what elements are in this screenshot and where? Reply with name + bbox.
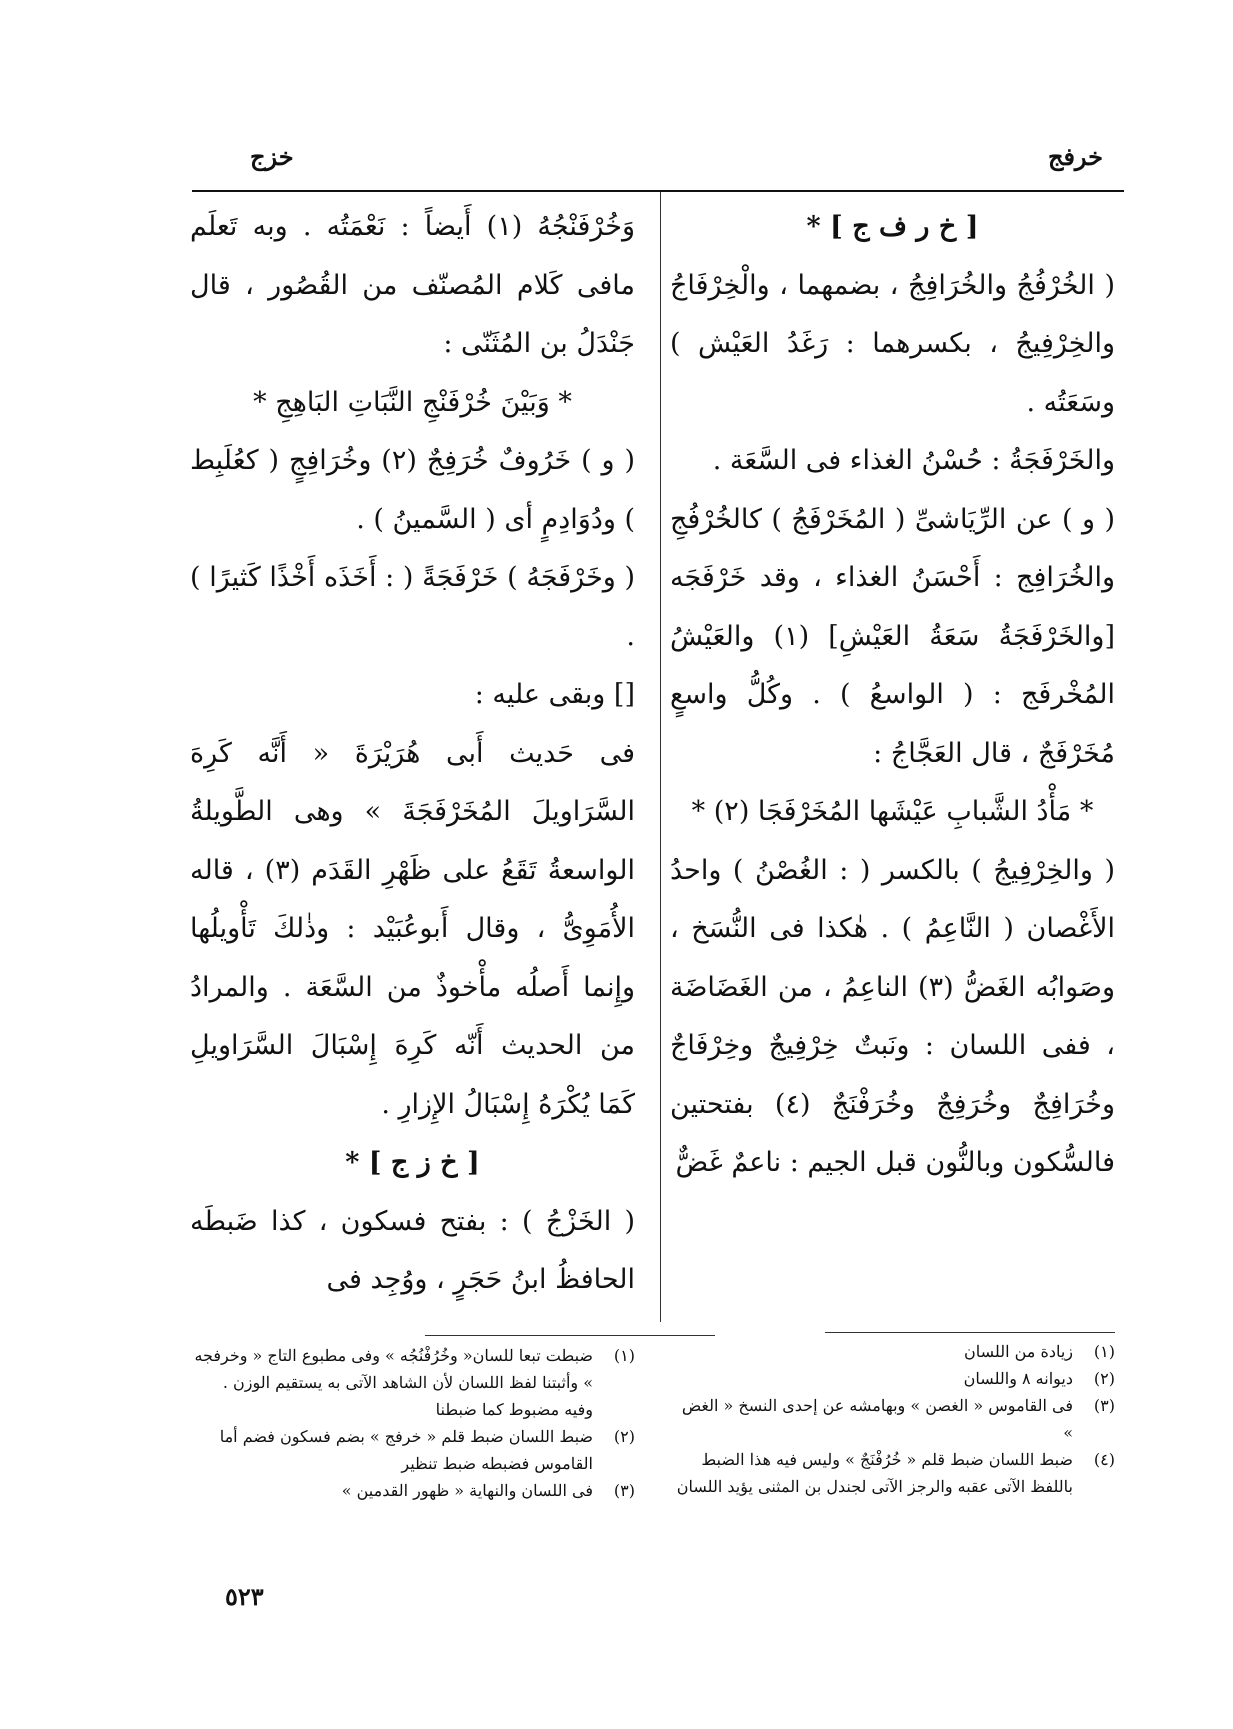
entry-heading-khzj: [ خ ز ج ] * [345,1147,480,1178]
running-header-right: خرفج [1047,142,1103,171]
running-header-left: خزج [250,142,294,171]
footnote-number: (٢) [1093,1369,1115,1388]
entry-heading-khrfj: [ خ ر ف ج ] * [806,211,979,242]
paragraph: فى حَديث أَبى هُرَيْرَةَ « أَنَّه كَرِهَ السَّرَاويلَ المُخَرْفَجَةَ » وهى الطَّويلةُ الواسعةُ تَقَعُ على ظَهْرِ القَدَم (٣) ، قاله الأُمَوِىُّ ، وقال أَبوعُبَيْد : وذٰلكَ تَأْويلُها وإِنما أَصلُه مأْخوذٌ من السَّعَة . والمرادُ من الحديث أَنّه كَرِهَ إِسْبَالَ السَّرَاويلِ كَمَا يُكْرَهُ إِسْبَالُ الإِزارِ . [190,737,635,1120]
footnote [670,1338,1115,1365]
footnote [670,1392,1115,1446]
right-column [670,198,1115,1193]
paragraph: [] وبقى عليه : [474,679,635,710]
header-rule [192,190,1124,192]
footnote-rule-left [425,1335,715,1336]
footnote [190,1477,635,1504]
page-number: ٥٢٣ [225,1582,264,1611]
footnote-number: (٢) [613,1427,635,1446]
footnotes-left [190,1342,635,1504]
footnote-number: (٣) [613,1481,635,1500]
column-divider [660,192,661,1322]
paragraph: ( والخِرْفِيجُ ) بالكسر ( : الغُصْنُ ) واحدُ الأَغْصان ( النَّاعِمُ ) . هٰكذا فى النُّسَخ ، وصَوابُه الغَضُّ (٣) الناعِمُ ، من الغَضَاضَة ، ففى اللسان : ونَبتٌ خِرْفِيجٌ وخِرْفَاجٌ وخُرَافِجٌ وخُرَفِجٌ وخُرَفْنَجٌ (٤) بفتحتين فالسُّكون وبالنُّون قبل الجيم : ناعمٌ غَضٌّ [670,854,1116,1178]
footnote-number: (١) [613,1346,635,1365]
footnote [670,1365,1115,1392]
left-column [190,198,635,1310]
footnote [190,1342,635,1423]
footnote-rule-right [825,1332,1115,1333]
footnote-text: ضبط اللسان ضبط قلم « خرفج » بضم فسكون فضم أما القاموس فضبطه ضبط تنظير [219,1427,593,1473]
verse-line: * وَبَيْنَ خُرْفَنْجِ النَّبَاتِ البَاهِجِ * [253,386,572,418]
footnote-number: (٣) [1093,1396,1115,1415]
footnote-text: فى اللسان والنهاية « ظهور القدمين » [341,1481,593,1500]
footnote-text: فى القاموس « الغصن » وبهامشه عن إحدى النسخ « الغض » [681,1396,1073,1442]
paragraph: ( و ) عن الرِّيَاشىِّ ( المُخَرْفَجُ ) كالخُرْفُجِ والخُرَافِج : أَحْسَنُ الغذاء ، وقد خَرْفَجَه [والخَرْفَجَةُ سَعَةُ العَيْشِ] (١) والعَيْشُ المُخْرفَج : ( الواسعُ ) . وكُلُّ واسعٍ مُخَرْفَجٌ ، قال العَجَّاجُ : [670,503,1116,769]
footnotes-right [670,1338,1115,1500]
paragraph: ( الخَزْجُ ) : بفتح فسكون ، كذا ضَبطَه الحافظُ ابنُ حَجَرٍ ، ووُجِد فى [190,1205,635,1295]
paragraph: ( وخَرْفَجَهُ ) خَرْفَجَةً ( : أَخَذَه أَخْذًا كَثيرًا ) . [190,562,635,652]
footnote-text: ضبطت تبعا للسان« وخُرُفْنُجُه » وفى مطبوع التاج « وخرفجه » وأثبتنا لفظ اللسان لأن الشاهد الآتى به يستقيم الوزن . وفيه مضبوط كما ضبطنا [194,1346,593,1419]
footnote-text: ضبط اللسان ضبط قلم « خُرُفْنَجٌ » وليس فيه هذا الضبط باللفظ الآتى عقبه والرجز الآتى لجندل بن المثنى يؤيد اللسان [676,1450,1073,1496]
paragraph: ( و ) خَرُوفٌ خُرَفِجٌ (٢) وخُرَافِجٍ ( كعُلَبِط ) ودُوَادِمٍ أى ( السَّمينُ ) . [190,445,636,535]
footnote-text: زيادة من اللسان [964,1342,1073,1361]
footnote-number: (١) [1093,1342,1115,1361]
verse-line: * مَأْدُ الشَّبابِ عَيْشَها المُخَرْفَجَا (٢) * [691,796,1094,827]
paragraph: والخَرْفَجَةُ : حُسْنُ الغذاء فى السَّعَة . [712,445,1115,476]
footnote [670,1446,1115,1500]
footnote-text: ديوانه ٨ واللسان [963,1369,1073,1388]
footnote-number: (٤) [1093,1450,1115,1469]
footnote [190,1423,635,1477]
paragraph: وَخُرْفَنْجُهُ (١) أَيضاً : نَعْمَتُه . وبه تَعلَم مافى كَلام المُصنّف من القُصُور ، قال جَنْدَلُ بن المُثَنّى : [190,211,635,359]
paragraph: ( الخُرْفُجُ والخُرَافِجُ ، بضمهما ، والْخِرْفَاجُ والخِرْفِيجُ ، بكسرهما : رَغَدُ العَيْش ) وسَعَتُه . [670,269,1115,418]
